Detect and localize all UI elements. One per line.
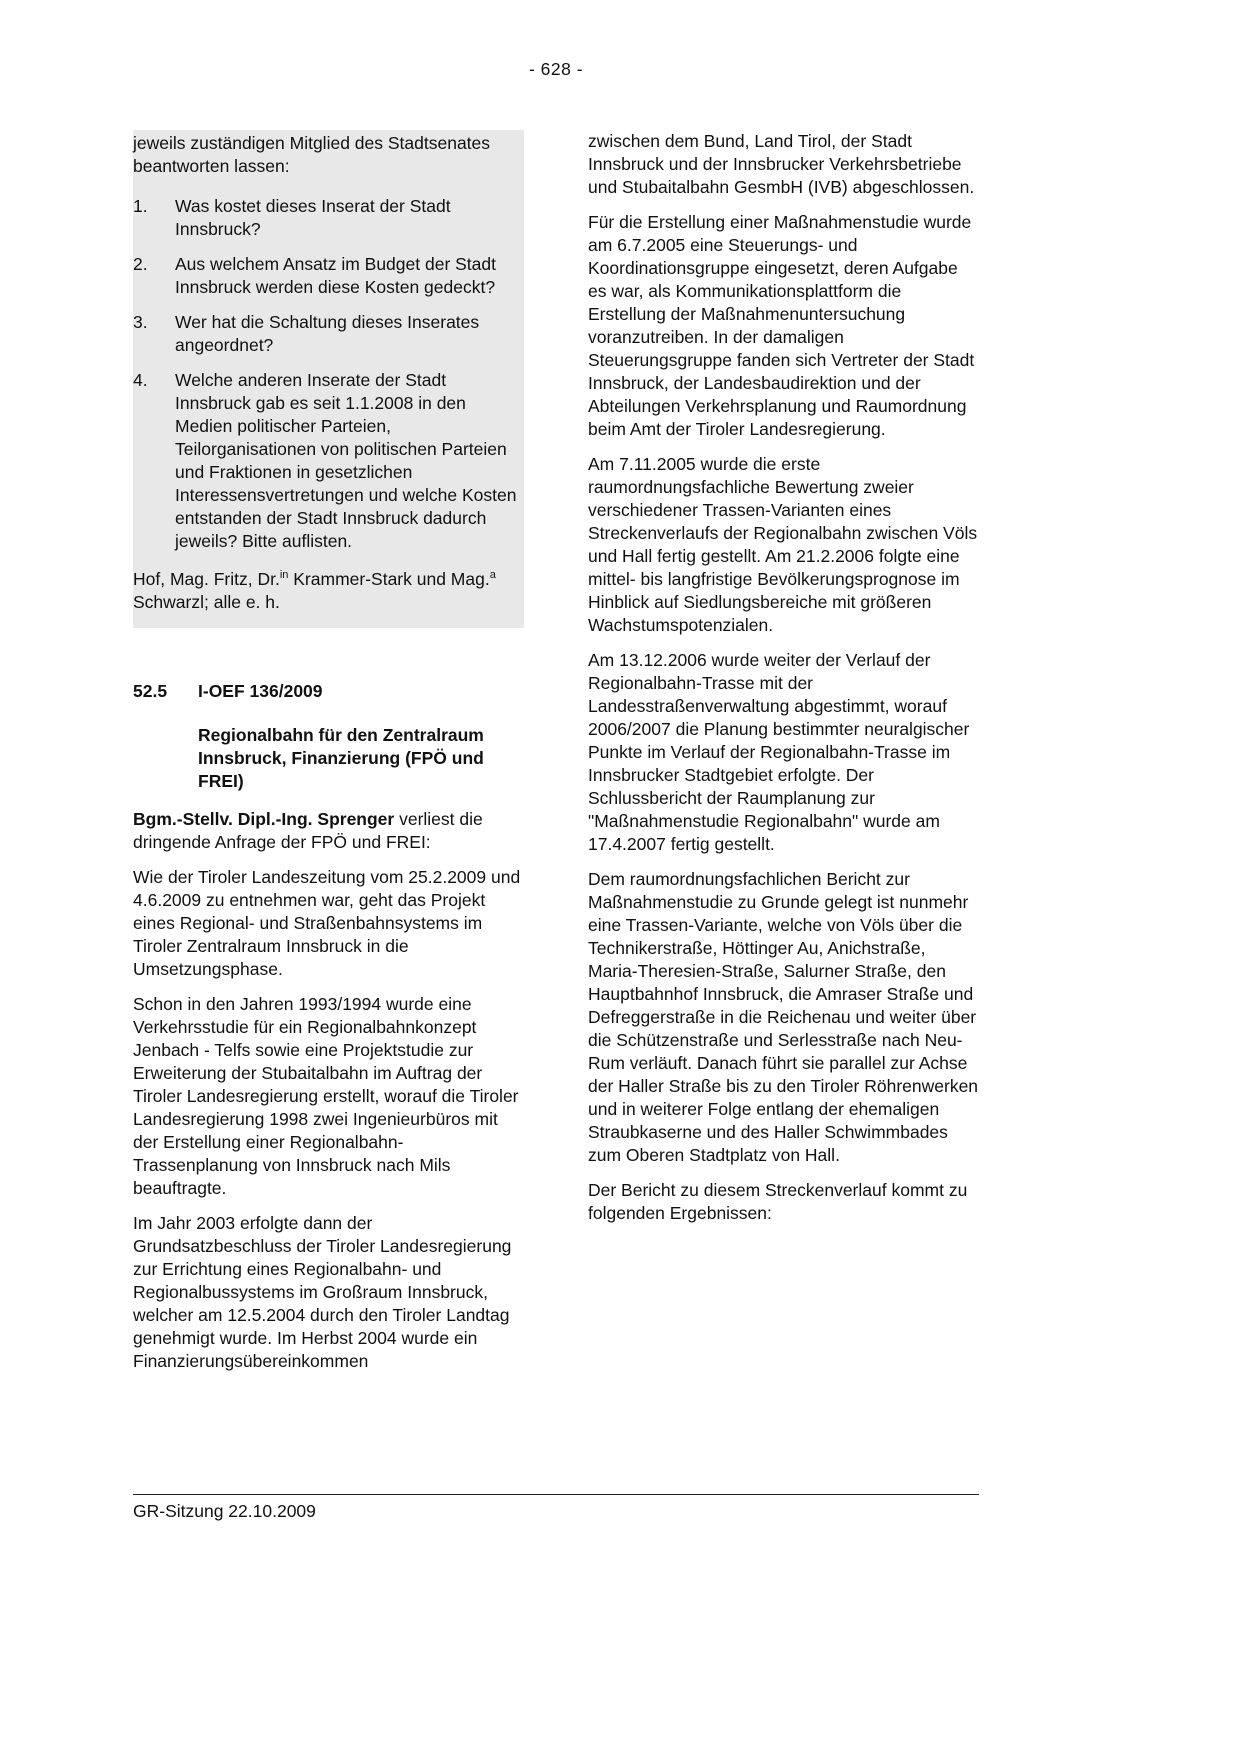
question-item — [133, 195, 522, 241]
question-item — [133, 253, 522, 299]
question-text: Was kostet dieses Inserat der Stadt Innsbruck? — [175, 196, 451, 239]
paragraph: Dem raumordnungsfachlichen Bericht zur Maßnahmenstudie zu Grunde gelegt ist nunmehr eine Trassen-Variante, welche von Völs über die Technikerstraße, Höttinger Au, Anichstraße, Maria-Theresien-Straße, Salurner Straße, den Hauptbahnhof Innsbruck, die Amraser Straße und Defreggerstraße in die Reichenau und weiter über die Schützenstraße und Serlesstraße nach Neu-Rum verläuft. Danach führt sie parallel zur Achse der Haller Straße bis zu den Tiroler Röhrenwerken und in weiterer Folge entlang der ehemaligen Straubkaserne und des Haller Schwimmbades zum Oberen Stadtplatz von Hall. — [588, 869, 979, 1165]
section-number: 52.5 — [133, 681, 168, 701]
paragraph: Am 13.12.2006 wurde weiter der Verlauf der Regionalbahn-Trasse mit der Landesstraßenverwaltung abgestimmt, worauf 2006/2007 die Planung bestimmter neuralgischer Punkte im Verlauf der Regionalbahn-Trasse im Innsbrucker Stadtgebiet erfolgte. Der Schlussbericht der Raumplanung zur "Maßnahmenstudie Regionalbahn" wurde am 17.4.2007 fertig gestellt. — [588, 650, 970, 854]
question-text: Aus welchem Ansatz im Budget der Stadt Innsbruck werden diese Kosten gedeckt? — [175, 254, 496, 297]
speaker-name: Bgm.-Stellv. Dipl.-Ing. Sprenger — [133, 809, 395, 829]
question-text: Welche anderen Inserate der Stadt Innsbruck gab es seit 1.1.2008 in den Medien politischer Parteien, Teilorganisationen von politischen Parteien und Fraktionen in gesetzlichen Interessensvertretungen und welche Kosten entstanden der Stadt Innsbruck dadurch jeweils? Bitte auflisten. — [175, 370, 517, 551]
question-text: Wer hat die Schaltung dieses Inserates angeordnet? — [175, 312, 480, 355]
paragraph: zwischen dem Bund, Land Tirol, der Stadt Innsbruck und der Innsbrucker Verkehrsbetriebe und Stubaitalbahn GesmbH (IVB) abgeschlossen. — [588, 131, 975, 197]
paragraph: Wie der Tiroler Landeszeitung vom 25.2.2009 und 4.6.2009 zu entnehmen war, geht das Projekt eines Regional- und Straßenbahnsystems im Tiroler Zentralraum Innsbruck in die Umsetzungsphase. — [133, 867, 521, 979]
page-content — [133, 58, 979, 1385]
section-id: I-OEF 136/2009 — [198, 681, 323, 701]
speaker-text: verliest die dringende Anfrage der FPÖ und FREI: — [133, 809, 483, 852]
footer-text: GR-Sitzung 22.10.2009 — [133, 1501, 316, 1521]
paragraph: Für die Erstellung einer Maßnahmenstudie wurde am 6.7.2005 eine Steuerungs- und Koordinationsgruppe eingesetzt, deren Aufgabe es war, als Kommunikationsplattform die Erstellung der Maßnahmenuntersuchung voranzutreiben. In der damaligen Steuerungsgruppe fanden sich Vertreter der Stadt Innsbruck, der Landesbaudirektion und der Abteilungen Verkehrsplanung und Raumordnung beim Amt der Tiroler Landesregierung. — [588, 212, 975, 439]
signature-part: Krammer-Stark und Mag. — [288, 569, 490, 589]
speaker-paragraph — [133, 808, 524, 854]
right-column — [588, 130, 979, 1237]
question-number: 4. — [133, 370, 148, 390]
two-column-layout — [133, 130, 979, 1385]
page-number: - 628 - — [528, 59, 584, 79]
paragraph: Am 7.11.2005 wurde die erste raumordnungsfachliche Bewertung zweier verschiedener Trassen-Varianten eines Streckenverlaufs der Regionalbahn zwischen Völs und Hall fertig gestellt. Am 21.2.2006 folgte eine mittel- bis langfristige Bevölkerungsprognose im Hinblick auf Siedlungsbereiche mit größeren Wachstumspotenzialen. — [588, 454, 978, 635]
section-heading — [133, 680, 524, 703]
signature-part: Hof, Mag. Fritz, Dr. — [133, 569, 280, 589]
signature-line — [133, 568, 522, 624]
intro-text: jeweils zuständigen Mitglied des Stadtsenates beantworten lassen: — [133, 133, 491, 176]
paragraph: Der Bericht zu diesem Streckenverlauf kommt zu folgenden Ergebnissen: — [588, 1180, 968, 1223]
question-item — [133, 311, 522, 357]
question-number: 3. — [133, 312, 148, 332]
section-title: Regionalbahn für den Zentralraum Innsbruck, Finanzierung (FPÖ und FREI) — [198, 725, 484, 791]
question-item — [133, 369, 522, 553]
left-column — [133, 130, 524, 1385]
page-footer — [133, 1494, 979, 1523]
highlighted-block — [133, 130, 524, 628]
signature-superscript: in — [279, 569, 289, 582]
question-number: 1. — [133, 196, 148, 216]
paragraph: Schon in den Jahren 1993/1994 wurde eine Verkehrsstudie für ein Regionalbahnkonzept Jenbach - Telfs sowie eine Projektstudie zur Erweiterung der Stubaitalbahn im Auftrag der Tiroler Landesregierung erstellt, worauf die Tiroler Landesregierung 1998 zwei Ingenieurbüros mit der Erstellung einer Regionalbahn-Trassenplanung von Innsbruck nach Mils beauftragte. — [133, 994, 519, 1198]
signature-part: Schwarzl; alle e. h. — [133, 592, 280, 612]
paragraph: Im Jahr 2003 erfolgte dann der Grundsatzbeschluss der Tiroler Landesregierung zur Errichtung eines Regionalbahn- und Regionalbussystems im Großraum Innsbruck, welcher am 12.5.2004 durch den Tiroler Landtag genehmigt wurde. Im Herbst 2004 wurde ein Finanzierungsübereinkommen — [133, 1213, 512, 1371]
question-list — [133, 195, 522, 553]
signature-superscript: a — [489, 569, 496, 582]
question-number: 2. — [133, 254, 148, 274]
